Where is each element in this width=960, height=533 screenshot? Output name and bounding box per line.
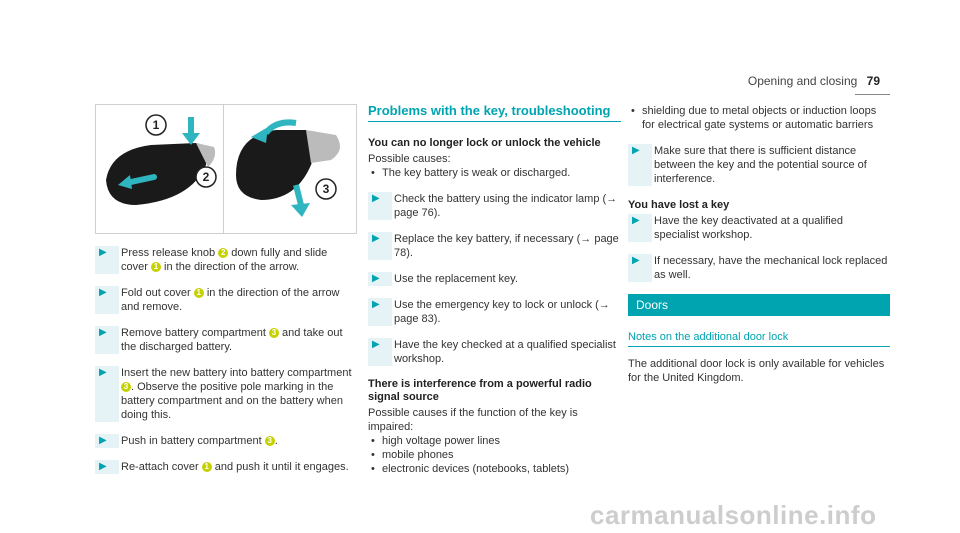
mid-step-list — [368, 192, 621, 366]
left-step-list — [95, 246, 355, 474]
door-lock-notes-heading: Notes on the additional door lock — [628, 330, 890, 347]
step-text-part: Re-attach cover — [121, 461, 202, 473]
step-marker-icon: ▶ — [95, 434, 119, 448]
marker-1-label: 1 — [152, 118, 160, 132]
step-marker-icon: ▶ — [368, 272, 392, 286]
step-text — [119, 434, 355, 448]
step-marker-icon: ▶ — [628, 254, 652, 282]
interference-bullets — [628, 104, 890, 132]
callout-number: 3 — [265, 436, 275, 446]
callout-number: 3 — [269, 328, 279, 338]
watermark: carmanualsonline.info — [590, 500, 877, 530]
step-marker-icon: ▶ — [95, 286, 119, 314]
step-text: If necessary, have the mechanical lock replaced as well. — [654, 255, 888, 281]
section-title: Opening and closing — [747, 74, 858, 88]
step-text-part: down fully and slide cover — [121, 247, 328, 273]
list-item: • The key battery is weak or discharged. — [368, 166, 621, 180]
step-marker-icon: ▶ — [95, 460, 119, 474]
step-text: Make sure that there is sufficient distance between the key and the potential source of interference. — [654, 145, 867, 185]
callout-number: 1 — [202, 462, 212, 472]
step-text — [119, 246, 355, 274]
lock-problem-subheading: You can no longer lock or unlock the vehicle — [368, 137, 601, 149]
step-marker-icon: ▶ — [628, 144, 652, 186]
key-body-right — [236, 130, 315, 200]
step — [368, 298, 621, 326]
step — [95, 460, 355, 474]
key-illustration — [95, 104, 357, 234]
step-marker-icon: ▶ — [368, 192, 392, 220]
marker-2-label: 2 — [202, 170, 210, 184]
right-column — [628, 104, 890, 385]
lost-key-subheading: You have lost a key — [628, 199, 730, 211]
arrow-remove-head — [291, 203, 310, 217]
right-step-list — [628, 214, 890, 282]
page-header — [748, 74, 880, 88]
step-text-part: Insert the new battery into battery compartment — [121, 367, 352, 379]
step — [368, 338, 621, 366]
header-rule — [855, 94, 890, 95]
step — [368, 192, 621, 220]
step — [628, 144, 890, 186]
callout-number: 3 — [121, 382, 131, 392]
step-text: Have the key checked at a qualified specialist workshop. — [394, 339, 616, 365]
step-text-part: in the direction of the arrow. — [160, 261, 300, 273]
step-text-part: . — [274, 435, 278, 447]
causes2-label: Possible causes if the function of the key is impaired: — [368, 407, 578, 433]
step-text — [119, 286, 355, 314]
step-text-part: Fold out cover — [121, 287, 194, 299]
step-marker-icon: ▶ — [368, 298, 392, 326]
callout-number: 1 — [194, 288, 204, 298]
list-item: • electronic devices (notebooks, tablets) — [368, 462, 621, 476]
step — [628, 214, 890, 242]
interference-subheading: There is interference from a powerful radio signal source — [368, 378, 592, 403]
step — [368, 232, 621, 260]
step-text — [119, 460, 355, 474]
step-text: Check the battery using the indicator lamp (→ page 76). — [394, 193, 618, 219]
step — [95, 286, 355, 314]
step-marker-icon: ▶ — [95, 246, 119, 274]
step-marker-icon: ▶ — [368, 232, 392, 260]
step — [628, 254, 890, 282]
step-text: Use the replacement key. — [394, 273, 518, 285]
step — [95, 366, 355, 422]
step-marker-icon: ▶ — [368, 338, 392, 366]
step-text-part: and take out the discharged battery. — [121, 327, 343, 353]
callout-number: 1 — [151, 262, 161, 272]
troubleshooting-heading: Problems with the key, troubleshooting — [368, 104, 621, 122]
step-text: Replace the key battery, if necessary (→ page 78). — [394, 233, 619, 259]
step-text: Have the key deactivated at a qualified specialist workshop. — [654, 215, 843, 241]
key-drawing — [96, 105, 356, 233]
arrow-remove — [296, 185, 301, 205]
step-text-part: in the direction of the arrow and remove. — [121, 287, 340, 313]
doors-section-banner: Doors — [628, 294, 890, 316]
step-text: Use the emergency key to lock or unlock (→ page 83). — [394, 299, 610, 325]
step-marker-icon: ▶ — [628, 214, 652, 242]
list-item: • high voltage power lines — [368, 434, 621, 448]
step-text-part: and push it until it engages. — [211, 461, 349, 473]
key-body-left — [106, 143, 206, 205]
step — [95, 246, 355, 274]
middle-column — [368, 104, 621, 488]
step-text — [119, 326, 355, 354]
step — [95, 434, 355, 448]
step-text-part: Push in battery compartment — [121, 435, 265, 447]
illustration-divider — [223, 105, 224, 233]
door-lock-notes-text: The additional door lock is only available for vehicles for the United Kingdom. — [628, 358, 885, 384]
left-column — [95, 104, 355, 486]
step-text — [119, 366, 355, 422]
step-text-part: . Observe the positive pole marking in the battery compartment and on the battery when doing this. — [121, 381, 343, 421]
list-item: • shielding due to metal objects or induction loops for electrical gate systems or automatic barriers — [628, 104, 890, 132]
arrow-press-head — [182, 133, 200, 145]
step-text-part: Remove battery compartment — [121, 327, 269, 339]
step-marker-icon: ▶ — [95, 366, 119, 422]
step-marker-icon: ▶ — [95, 326, 119, 354]
step-text-part: Press release knob — [121, 247, 219, 259]
step — [368, 272, 621, 286]
causes-list — [368, 166, 621, 180]
callout-number: 2 — [218, 248, 228, 258]
page-number: 79 — [866, 74, 880, 88]
marker-3-label: 3 — [322, 182, 330, 196]
list-item: • mobile phones — [368, 448, 621, 462]
step — [95, 326, 355, 354]
causes-label: Possible causes: — [368, 153, 451, 165]
key-chrome-right — [306, 130, 340, 163]
causes2-list — [368, 434, 621, 476]
